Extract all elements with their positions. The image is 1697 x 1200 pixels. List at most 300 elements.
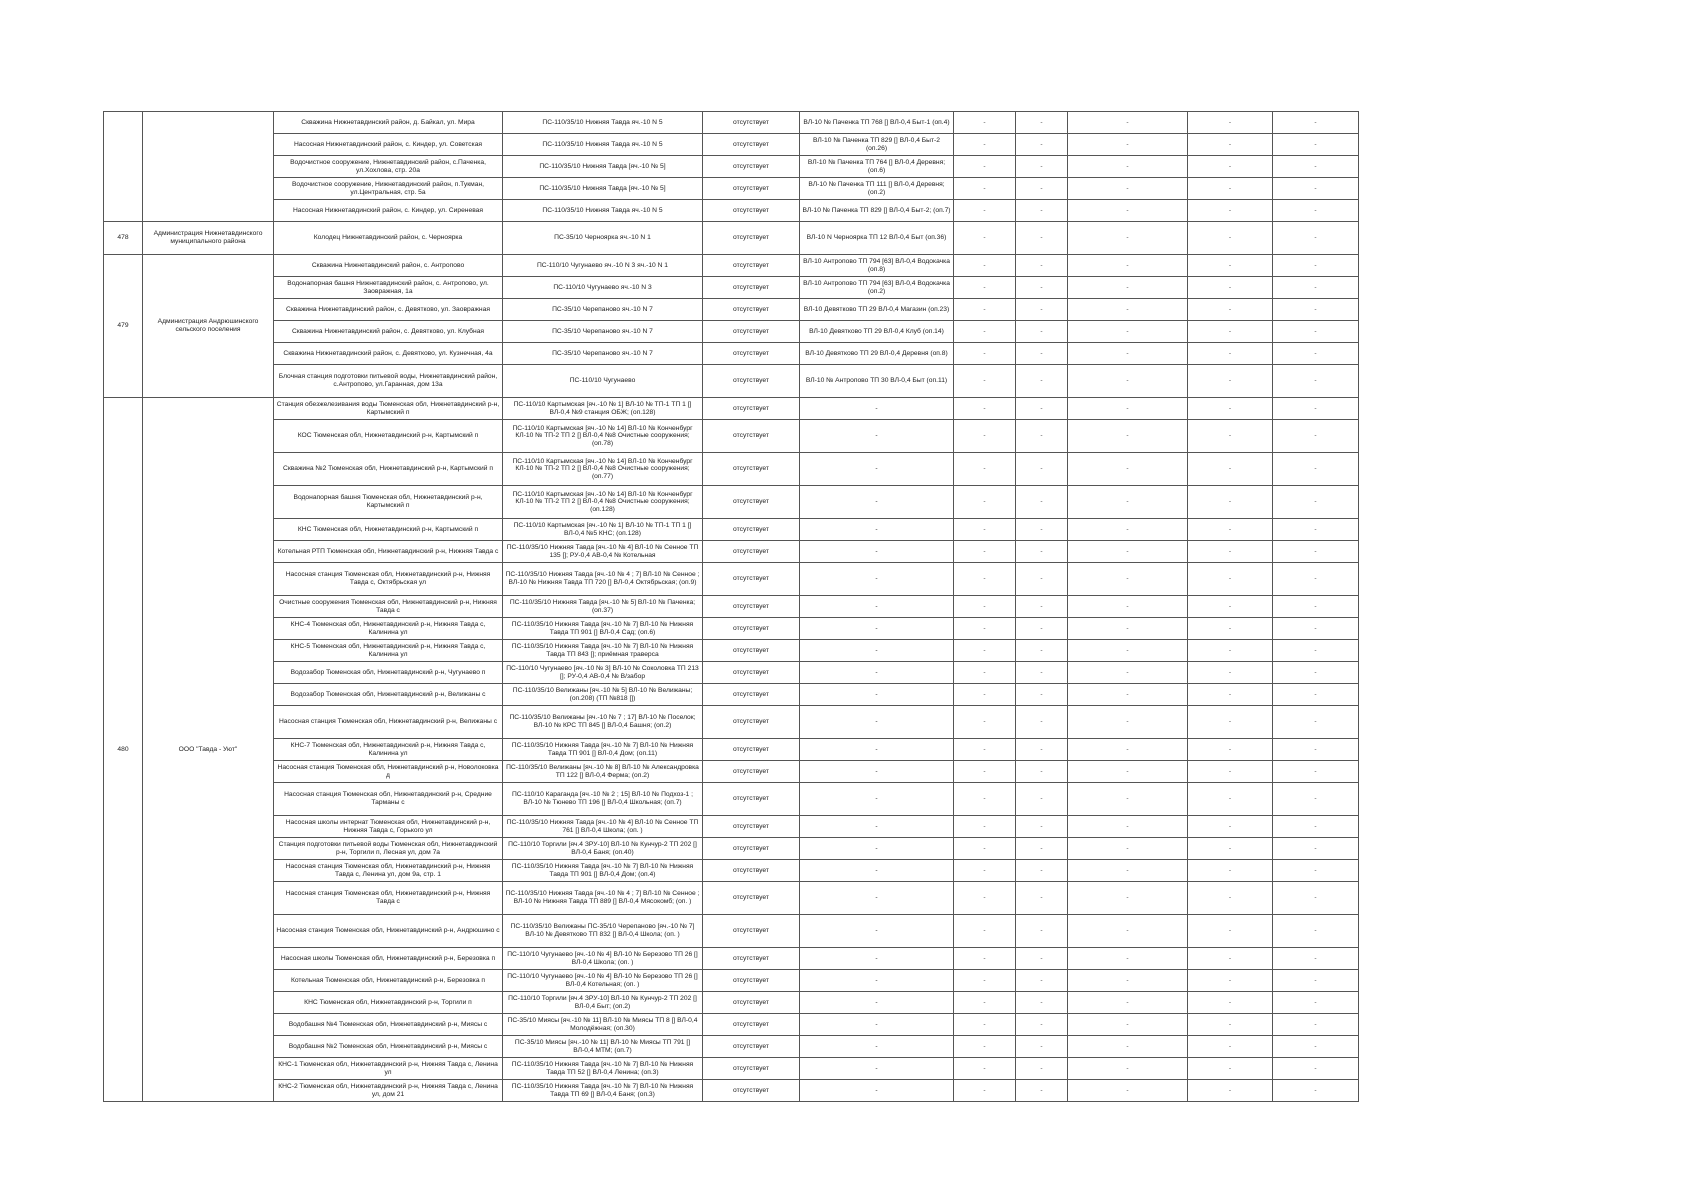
empty-value-cell: - xyxy=(954,948,1016,970)
line-cell: ВЛ-10 Девятково ТП 29 ВЛ-0,4 Клуб (оп.14) xyxy=(800,321,954,343)
empty-value-cell: - xyxy=(1188,992,1273,1014)
empty-value-cell: - xyxy=(1273,860,1359,882)
empty-value-cell: - xyxy=(954,134,1016,156)
line-cell: - xyxy=(800,1036,954,1058)
empty-value-cell: - xyxy=(1016,178,1068,200)
status-cell: отсутствует xyxy=(703,398,800,420)
feeder-cell: ПС-110/10 Картымская [яч.-10 № 14] ВЛ-10 № Конченбург КЛ-10 № ТП-2 ТП 2 [] ВЛ-0,4 №8 Очистные сооружения; (оп.78) xyxy=(503,420,703,453)
feeder-cell: ПС-110/35/10 Нижняя Тавда яч.-10 N 5 xyxy=(503,200,703,222)
empty-value-cell: - xyxy=(954,222,1016,255)
table-row xyxy=(104,838,1359,860)
empty-value-cell: - xyxy=(954,156,1016,178)
empty-value-cell: - xyxy=(1188,134,1273,156)
empty-value-cell: - xyxy=(1016,200,1068,222)
empty-value-cell: - xyxy=(1068,398,1188,420)
feeder-cell: ПС-110/10 Чугунаево [яч.-10 № 4] ВЛ-10 № Березово ТП 26 [] ВЛ-0,4 Школа; (оп. ) xyxy=(503,948,703,970)
line-cell: - xyxy=(800,563,954,596)
empty-value-cell: - xyxy=(1016,915,1068,948)
empty-value-cell: - xyxy=(1273,1014,1359,1036)
empty-value-cell: - xyxy=(1068,321,1188,343)
object-cell: КНС Тюменская обл, Нижнетавдинский р-н, Картымский п xyxy=(274,519,503,541)
table-row xyxy=(104,1014,1359,1036)
table-row xyxy=(104,684,1359,706)
object-cell: КНС-5 Тюменская обл, Нижнетавдинский р-н, Нижняя Тавда с, Калинина ул xyxy=(274,640,503,662)
table-row xyxy=(104,222,1359,255)
line-cell: - xyxy=(800,640,954,662)
feeder-cell: ПС-110/35/10 Нижняя Тавда яч.-10 N 5 xyxy=(503,112,703,134)
feeder-cell: ПС-110/10 Караганда [яч.-10 № 2 ; 15] ВЛ-10 № Подхоз-1 ; ВЛ-10 № Тюнево ТП 196 [] ВЛ-0,4 Школьная; (оп.7) xyxy=(503,783,703,816)
empty-value-cell: - xyxy=(1068,662,1188,684)
empty-value-cell: - xyxy=(1068,596,1188,618)
empty-value-cell: - xyxy=(1188,277,1273,299)
empty-value-cell: - xyxy=(1016,783,1068,816)
empty-value-cell: - xyxy=(1016,222,1068,255)
empty-value-cell: - xyxy=(1188,838,1273,860)
line-cell: ВЛ-10 Девятково ТП 29 ВЛ-0,4 Деревня (оп.8) xyxy=(800,343,954,365)
table-row xyxy=(104,618,1359,640)
empty-value-cell: - xyxy=(1016,299,1068,321)
object-cell: Блочная станция подготовки питьевой воды, Нижнетавдинский район, с.Антропово, ул.Гаранная, дом 13а xyxy=(274,365,503,398)
feeder-cell: ПС-110/10 Картымская [яч.-10 № 14] ВЛ-10 № Конченбург КЛ-10 № ТП-2 ТП 2 [] ВЛ-0,4 №8 Очистные сооружения; (оп.128) xyxy=(503,486,703,519)
empty-value-cell: - xyxy=(1188,882,1273,915)
line-cell: - xyxy=(800,706,954,739)
status-cell: отсутствует xyxy=(703,739,800,761)
empty-value-cell: - xyxy=(1068,816,1188,838)
line-cell: - xyxy=(800,992,954,1014)
table-row xyxy=(104,321,1359,343)
empty-value-cell: - xyxy=(1016,112,1068,134)
object-cell: Скважина Нижнетавдинский район, с. Девятково, ул. Заовражная xyxy=(274,299,503,321)
status-cell: отсутствует xyxy=(703,596,800,618)
object-cell: Котельная РТП Тюменская обл, Нижнетавдинский р-н, Нижняя Тавда с xyxy=(274,541,503,563)
object-cell: КНС-4 Тюменская обл, Нижнетавдинский р-н, Нижняя Тавда с, Калинина ул xyxy=(274,618,503,640)
status-cell: отсутствует xyxy=(703,343,800,365)
empty-value-cell: - xyxy=(1068,112,1188,134)
empty-value-cell: - xyxy=(954,1036,1016,1058)
feeder-cell: ПС-110/10 Картымская [яч.-10 № 1] ВЛ-10 № ТП-1 ТП 1 [] ВЛ-0,4 №5 КНС; (оп.128) xyxy=(503,519,703,541)
object-cell: Водозабор Тюменская обл, Нижнетавдинский р-н, Чугунаево п xyxy=(274,662,503,684)
empty-value-cell: - xyxy=(1016,1058,1068,1080)
feeder-cell: ПС-110/35/10 Нижняя Тавда [яч.-10 № 7] ВЛ-10 № Нижняя Тавда ТП 901 [] ВЛ-0,4 Дом; (оп.11) xyxy=(503,739,703,761)
empty-value-cell: - xyxy=(1016,1080,1068,1102)
empty-value-cell: - xyxy=(1273,255,1359,277)
table-row xyxy=(104,365,1359,398)
empty-value-cell: - xyxy=(1016,860,1068,882)
empty-value-cell: - xyxy=(954,1080,1016,1102)
empty-value-cell: - xyxy=(954,486,1016,519)
empty-value-cell: - xyxy=(1273,134,1359,156)
empty-value-cell: - xyxy=(1273,519,1359,541)
empty-value-cell: - xyxy=(1188,662,1273,684)
empty-value-cell: - xyxy=(1016,156,1068,178)
status-cell: отсутствует xyxy=(703,486,800,519)
feeder-cell: ПС-110/35/10 Нижняя Тавда [яч.-10 № 4] ВЛ-10 № Сенное ТП 761 [] ВЛ-0,4 Школа; (оп. ) xyxy=(503,816,703,838)
empty-value-cell: - xyxy=(1273,783,1359,816)
table-row xyxy=(104,112,1359,134)
empty-value-cell: - xyxy=(1188,112,1273,134)
empty-value-cell: - xyxy=(1068,200,1188,222)
feeder-cell: ПС-110/10 Чугунаево яч.-10 N 3 xyxy=(503,277,703,299)
object-cell: Насосная станция Тюменская обл, Нижнетавдинский р-н, Нижняя Тавда с xyxy=(274,882,503,915)
empty-value-cell: - xyxy=(954,398,1016,420)
table-row xyxy=(104,563,1359,596)
table-row xyxy=(104,761,1359,783)
table-row xyxy=(104,948,1359,970)
object-cell: Станция обезжелезивания воды Тюменская обл, Нижнетавдинский р-н, Картымский п xyxy=(274,398,503,420)
empty-value-cell: - xyxy=(1273,618,1359,640)
empty-value-cell: - xyxy=(1068,1058,1188,1080)
empty-value-cell: - xyxy=(954,970,1016,992)
empty-value-cell: - xyxy=(954,992,1016,1014)
status-cell: отсутствует xyxy=(703,948,800,970)
status-cell: отсутствует xyxy=(703,519,800,541)
table-row xyxy=(104,860,1359,882)
line-cell: - xyxy=(800,948,954,970)
object-cell: Скважина Нижнетавдинский район, с. Антропово xyxy=(274,255,503,277)
line-cell: - xyxy=(800,761,954,783)
empty-value-cell: - xyxy=(1188,948,1273,970)
empty-value-cell: - xyxy=(1273,1058,1359,1080)
feeder-cell: ПС-110/35/10 Велижаны ПС-35/10 Черепаново [яч.-10 № 7] ВЛ-10 № Девятково ТП 832 [] ВЛ-0,4 Школа; (оп. ) xyxy=(503,915,703,948)
table-row xyxy=(104,343,1359,365)
empty-value-cell: - xyxy=(1273,970,1359,992)
table-row xyxy=(104,640,1359,662)
empty-value-cell: - xyxy=(1188,156,1273,178)
empty-value-cell: - xyxy=(954,1014,1016,1036)
empty-value-cell: - xyxy=(954,706,1016,739)
line-cell: ВЛ-10 N Черноярка ТП 12 ВЛ-0,4 Быт (оп.36) xyxy=(800,222,954,255)
empty-value-cell: - xyxy=(954,519,1016,541)
empty-value-cell: - xyxy=(1273,640,1359,662)
feeder-cell: ПС-110/10 Картымская [яч.-10 № 1] ВЛ-10 № ТП-1 ТП 1 [] ВЛ-0,4 №9 станция ОБЖ; (оп.128) xyxy=(503,398,703,420)
status-cell: отсутствует xyxy=(703,992,800,1014)
empty-value-cell: - xyxy=(1273,541,1359,563)
feeder-cell: ПС-110/35/10 Нижняя Тавда яч.-10 N 5 xyxy=(503,134,703,156)
empty-value-cell: - xyxy=(954,343,1016,365)
empty-value-cell: - xyxy=(1273,662,1359,684)
feeder-cell: ПС-110/35/10 Велижаны [яч.-10 № 5] ВЛ-10 № Велижаны; (оп.208) (ТП №818 []) xyxy=(503,684,703,706)
table-row xyxy=(104,541,1359,563)
line-cell: - xyxy=(800,860,954,882)
status-cell: отсутствует xyxy=(703,706,800,739)
feeder-cell: ПС-110/35/10 Нижняя Тавда [яч.-10 № 7] ВЛ-10 № Нижняя Тавда ТП 69 [] ВЛ-0,4 Баня; (оп.3) xyxy=(503,1080,703,1102)
status-cell: отсутствует xyxy=(703,563,800,596)
empty-value-cell: - xyxy=(1188,816,1273,838)
empty-value-cell: - xyxy=(1068,255,1188,277)
empty-value-cell: - xyxy=(954,277,1016,299)
line-cell: ВЛ-10 № Паченка ТП 111 [] ВЛ-0,4 Деревня; (оп.2) xyxy=(800,178,954,200)
empty-value-cell: - xyxy=(1273,563,1359,596)
line-cell: - xyxy=(800,915,954,948)
status-cell: отсутствует xyxy=(703,299,800,321)
table-row xyxy=(104,486,1359,519)
object-cell: Водочистное сооружение, Нижнетавдинский район, п.Тукман, ул.Центральная, стр. 5а xyxy=(274,178,503,200)
status-cell: отсутствует xyxy=(703,156,800,178)
empty-value-cell: - xyxy=(1188,486,1273,519)
line-cell: - xyxy=(800,1058,954,1080)
object-cell: Котельная Тюменская обл, Нижнетавдинский р-н, Березовка п xyxy=(274,970,503,992)
empty-value-cell: - xyxy=(954,882,1016,915)
status-cell: отсутствует xyxy=(703,200,800,222)
feeder-cell: ПС-35/10 Черепаново яч.-10 N 7 xyxy=(503,299,703,321)
empty-value-cell: - xyxy=(1188,222,1273,255)
feeder-cell: ПС-110/10 Торгили [яч.4 ЗРУ-10] ВЛ-10 № Кунчур-2 ТП 202 [] ВЛ-0,4 Быт; (оп.2) xyxy=(503,992,703,1014)
empty-value-cell: - xyxy=(1016,486,1068,519)
line-cell: - xyxy=(800,541,954,563)
empty-value-cell: - xyxy=(1016,761,1068,783)
empty-value-cell: - xyxy=(954,200,1016,222)
organization-cell: Администрация Андрюшинского сельского поселения xyxy=(143,255,274,398)
empty-value-cell: - xyxy=(1016,596,1068,618)
empty-value-cell: - xyxy=(1068,684,1188,706)
empty-value-cell: - xyxy=(1188,860,1273,882)
empty-value-cell: - xyxy=(1016,365,1068,398)
line-cell: - xyxy=(800,398,954,420)
empty-value-cell: - xyxy=(1273,200,1359,222)
line-cell: - xyxy=(800,783,954,816)
line-cell: ВЛ-10 Девятково ТП 29 ВЛ-0,4 Магазин (оп.23) xyxy=(800,299,954,321)
empty-value-cell: - xyxy=(1188,365,1273,398)
empty-value-cell: - xyxy=(1188,1080,1273,1102)
table-row xyxy=(104,1058,1359,1080)
empty-value-cell: - xyxy=(1188,343,1273,365)
status-cell: отсутствует xyxy=(703,970,800,992)
empty-value-cell: - xyxy=(954,915,1016,948)
feeder-cell: ПС-110/35/10 Нижняя Тавда [яч.-10 № 7] ВЛ-10 № Нижняя Тавда ТП 52 [] ВЛ-0,4 Ленина; (оп.3) xyxy=(503,1058,703,1080)
empty-value-cell: - xyxy=(1016,640,1068,662)
status-cell: отсутствует xyxy=(703,365,800,398)
empty-value-cell: - xyxy=(1016,970,1068,992)
table-row xyxy=(104,1036,1359,1058)
organization-cell: Администрация Нижнетавдинского муниципального района xyxy=(143,222,274,255)
empty-value-cell: - xyxy=(1273,948,1359,970)
empty-value-cell: - xyxy=(1068,156,1188,178)
organization-cell xyxy=(143,112,274,222)
line-cell: ВЛ-10 № Антропово ТП 30 ВЛ-0,4 Быт (оп.11) xyxy=(800,365,954,398)
feeder-cell: ПС-110/35/10 Велижаны [яч.-10 № 7 ; 17] ВЛ-10 № Поселок; ВЛ-10 № КРС ТП 845 [] ВЛ-0,4 Башня; (оп.2) xyxy=(503,706,703,739)
empty-value-cell: - xyxy=(1016,838,1068,860)
empty-value-cell: - xyxy=(1273,596,1359,618)
empty-value-cell: - xyxy=(1068,640,1188,662)
line-cell: - xyxy=(800,662,954,684)
feeder-cell: ПС-110/35/10 Нижняя Тавда [яч.-10 № 5] ВЛ-10 № Паченка; (оп.37) xyxy=(503,596,703,618)
empty-value-cell: - xyxy=(954,453,1016,486)
feeder-cell: ПС-110/35/10 Велижаны [яч.-10 № 8] ВЛ-10 № Александровка ТП 122 [] ВЛ-0,4 Ферма; (оп.2) xyxy=(503,761,703,783)
object-cell: Водобашня №2 Тюменская обл, Нижнетавдинский р-н, Миясы с xyxy=(274,1036,503,1058)
status-cell: отсутствует xyxy=(703,321,800,343)
empty-value-cell: - xyxy=(1068,365,1188,398)
group-number-cell: 478 xyxy=(104,222,143,255)
empty-value-cell: - xyxy=(954,1058,1016,1080)
empty-value-cell: - xyxy=(1016,277,1068,299)
empty-value-cell: - xyxy=(954,860,1016,882)
empty-value-cell: - xyxy=(1188,739,1273,761)
object-cell: Скважина Нижнетавдинский район, д. Байкал, ул. Мира xyxy=(274,112,503,134)
feeder-cell: ПС-35/10 Черноярка яч.-10 N 1 xyxy=(503,222,703,255)
empty-value-cell: - xyxy=(1016,541,1068,563)
object-cell: КОС Тюменская обл, Нижнетавдинский р-н, Картымский п xyxy=(274,420,503,453)
empty-value-cell: - xyxy=(1068,453,1188,486)
empty-value-cell: - xyxy=(1273,365,1359,398)
status-cell: отсутствует xyxy=(703,662,800,684)
status-cell: отсутствует xyxy=(703,640,800,662)
table-row xyxy=(104,915,1359,948)
status-cell: отсутствует xyxy=(703,1080,800,1102)
object-cell: Насосная школы интернат Тюменская обл, Нижнетавдинский р-н, Нижняя Тавда с, Горького ул xyxy=(274,816,503,838)
empty-value-cell: - xyxy=(1273,684,1359,706)
feeder-cell: ПС-35/10 Миясы [яч.-10 № 11] ВЛ-10 № Миясы ТП 8 [] ВЛ-0,4 Молодёжная; (оп.30) xyxy=(503,1014,703,1036)
empty-value-cell: - xyxy=(1188,321,1273,343)
line-cell: ВЛ-10 № Паченка ТП 829 [] ВЛ-0,4 Быт-2; (оп.7) xyxy=(800,200,954,222)
empty-value-cell: - xyxy=(1188,420,1273,453)
empty-value-cell: - xyxy=(1188,915,1273,948)
empty-value-cell: - xyxy=(1273,222,1359,255)
object-cell: Насосная станция Тюменская обл, Нижнетавдинский р-н, Андрюшино с xyxy=(274,915,503,948)
empty-value-cell: - xyxy=(954,684,1016,706)
status-cell: отсутствует xyxy=(703,882,800,915)
table-row xyxy=(104,420,1359,453)
empty-value-cell: - xyxy=(1016,255,1068,277)
table-row xyxy=(104,662,1359,684)
empty-value-cell: - xyxy=(1188,783,1273,816)
empty-value-cell: - xyxy=(1273,398,1359,420)
object-cell: Водонапорная башня Нижнетавдинский район, с. Антропово, ул. Заовражная, 1а xyxy=(274,277,503,299)
empty-value-cell: - xyxy=(1273,420,1359,453)
status-cell: отсутствует xyxy=(703,222,800,255)
group-number-cell xyxy=(104,112,143,222)
empty-value-cell: - xyxy=(954,618,1016,640)
empty-value-cell: - xyxy=(1188,684,1273,706)
empty-value-cell: - xyxy=(1068,299,1188,321)
group-number-cell: 479 xyxy=(104,255,143,398)
document-sheet xyxy=(103,111,1359,1102)
empty-value-cell: - xyxy=(954,739,1016,761)
table-row xyxy=(104,816,1359,838)
empty-value-cell: - xyxy=(1273,761,1359,783)
status-cell: отсутствует xyxy=(703,1014,800,1036)
empty-value-cell: - xyxy=(1188,563,1273,596)
empty-value-cell: - xyxy=(1273,992,1359,1014)
group-number-cell: 480 xyxy=(104,398,143,1102)
status-cell: отсутствует xyxy=(703,761,800,783)
empty-value-cell: - xyxy=(954,563,1016,596)
status-cell: отсутствует xyxy=(703,618,800,640)
object-cell: Очистные сооружения Тюменская обл, Нижнетавдинский р-н, Нижняя Тавда с xyxy=(274,596,503,618)
object-cell: КНС-7 Тюменская обл, Нижнетавдинский р-н, Нижняя Тавда с, Калинина ул xyxy=(274,739,503,761)
table-row xyxy=(104,992,1359,1014)
object-cell: Станция подготовки питьевой воды Тюменская обл, Нижнетавдинский р-н, Торгили п, Лесная ул, дом 7а xyxy=(274,838,503,860)
line-cell: - xyxy=(800,618,954,640)
feeder-cell: ПС-110/35/10 Нижняя Тавда [яч.-10 № 7] ВЛ-10 № Нижняя Тавда ТП 901 [] ВЛ-0,4 Сад; (оп.6) xyxy=(503,618,703,640)
empty-value-cell: - xyxy=(1016,948,1068,970)
empty-value-cell: - xyxy=(1068,706,1188,739)
line-cell: - xyxy=(800,1014,954,1036)
empty-value-cell: - xyxy=(954,255,1016,277)
empty-value-cell: - xyxy=(1188,299,1273,321)
feeder-cell: ПС-110/10 Картымская [яч.-10 № 14] ВЛ-10 № Конченбург КЛ-10 № ТП-2 ТП 2 [] ВЛ-0,4 №8 Очистные сооружения; (оп.77) xyxy=(503,453,703,486)
line-cell: ВЛ-10 Антропово ТП 794 [63] ВЛ-0,4 Водокачка (оп.2) xyxy=(800,277,954,299)
empty-value-cell: - xyxy=(1188,1036,1273,1058)
empty-value-cell: - xyxy=(1188,640,1273,662)
empty-value-cell: - xyxy=(1188,398,1273,420)
object-cell: Насосная станция Тюменская обл, Нижнетавдинский р-н, Средние Тарманы с xyxy=(274,783,503,816)
status-cell: отсутствует xyxy=(703,420,800,453)
empty-value-cell: - xyxy=(954,761,1016,783)
object-cell: Насосная станция Тюменская обл, Нижнетавдинский р-н, Велижаны с xyxy=(274,706,503,739)
table-row xyxy=(104,706,1359,739)
line-cell: ВЛ-10 № Паченка ТП 829 [] ВЛ-0,4 Быт-2 (оп.26) xyxy=(800,134,954,156)
empty-value-cell: - xyxy=(1016,706,1068,739)
empty-value-cell: - xyxy=(1068,783,1188,816)
empty-value-cell: - xyxy=(954,541,1016,563)
empty-value-cell: - xyxy=(1016,420,1068,453)
empty-value-cell: - xyxy=(1273,882,1359,915)
feeder-cell: ПС-110/10 Торгили [яч.4 ЗРУ-10] ВЛ-10 № Кунчур-2 ТП 202 [] ВЛ-0,4 Баня; (оп.40) xyxy=(503,838,703,860)
object-cell: КНС-1 Тюменская обл, Нижнетавдинский р-н, Нижняя Тавда с, Ленина ул xyxy=(274,1058,503,1080)
object-cell: Скважина Нижнетавдинский район, с. Девятково, ул. Клубная xyxy=(274,321,503,343)
status-cell: отсутствует xyxy=(703,783,800,816)
empty-value-cell: - xyxy=(1273,1080,1359,1102)
empty-value-cell: - xyxy=(1068,343,1188,365)
empty-value-cell: - xyxy=(954,783,1016,816)
object-cell: Водобашня №4 Тюменская обл, Нижнетавдинский р-н, Миясы с xyxy=(274,1014,503,1036)
status-cell: отсутствует xyxy=(703,915,800,948)
empty-value-cell: - xyxy=(1273,816,1359,838)
empty-value-cell: - xyxy=(1273,706,1359,739)
empty-value-cell: - xyxy=(1016,739,1068,761)
object-cell: Колодец Нижнетавдинский район, с. Черноярка xyxy=(274,222,503,255)
empty-value-cell: - xyxy=(1273,299,1359,321)
empty-value-cell: - xyxy=(1068,134,1188,156)
table-row xyxy=(104,277,1359,299)
table-row xyxy=(104,299,1359,321)
status-cell: отсутствует xyxy=(703,453,800,486)
status-cell: отсутствует xyxy=(703,255,800,277)
empty-value-cell: - xyxy=(1068,1080,1188,1102)
empty-value-cell: - xyxy=(1016,992,1068,1014)
empty-value-cell: - xyxy=(1068,541,1188,563)
object-cell: Насосная станция Тюменская обл, Нижнетавдинский р-н, Нижняя Тавда с, Ленина ул, дом 9а, стр. 1 xyxy=(274,860,503,882)
feeder-cell: ПС-110/10 Чугунаево [яч.-10 № 4] ВЛ-10 № Березово ТП 26 [] ВЛ-0,4 Котельная; (оп. ) xyxy=(503,970,703,992)
empty-value-cell: - xyxy=(1068,178,1188,200)
empty-value-cell: - xyxy=(1068,948,1188,970)
feeder-cell: ПС-35/10 Черепаново яч.-10 N 7 xyxy=(503,343,703,365)
object-cell: Водочистное сооружение, Нижнетавдинский район, с.Паченка, ул.Хохлова, стр. 20а xyxy=(274,156,503,178)
feeder-cell: ПС-110/10 Чугунаево яч.-10 N 3 яч.-10 N 1 xyxy=(503,255,703,277)
feeder-cell: ПС-35/10 Черепаново яч.-10 N 7 xyxy=(503,321,703,343)
empty-value-cell: - xyxy=(1068,222,1188,255)
status-cell: отсутствует xyxy=(703,838,800,860)
status-cell: отсутствует xyxy=(703,178,800,200)
empty-value-cell: - xyxy=(1273,156,1359,178)
object-cell: Насосная станция Тюменская обл, Нижнетавдинский р-н, Новолоковка д xyxy=(274,761,503,783)
table-row xyxy=(104,134,1359,156)
line-cell: - xyxy=(800,1080,954,1102)
empty-value-cell: - xyxy=(1016,662,1068,684)
empty-value-cell: - xyxy=(1188,970,1273,992)
status-cell: отсутствует xyxy=(703,134,800,156)
table-row xyxy=(104,453,1359,486)
empty-value-cell: - xyxy=(1016,321,1068,343)
feeder-cell: ПС-35/10 Миясы [яч.-10 № 11] ВЛ-10 № Миясы ТП 791 [] ВЛ-0,4 МТМ; (оп.7) xyxy=(503,1036,703,1058)
empty-value-cell: - xyxy=(1273,739,1359,761)
empty-value-cell: - xyxy=(1016,1014,1068,1036)
empty-value-cell: - xyxy=(1068,618,1188,640)
table-row xyxy=(104,255,1359,277)
object-cell: КНС-2 Тюменская обл, Нижнетавдинский р-н, Нижняя Тавда с, Ленина ул, дом 21 xyxy=(274,1080,503,1102)
table-row xyxy=(104,783,1359,816)
empty-value-cell: - xyxy=(1273,453,1359,486)
